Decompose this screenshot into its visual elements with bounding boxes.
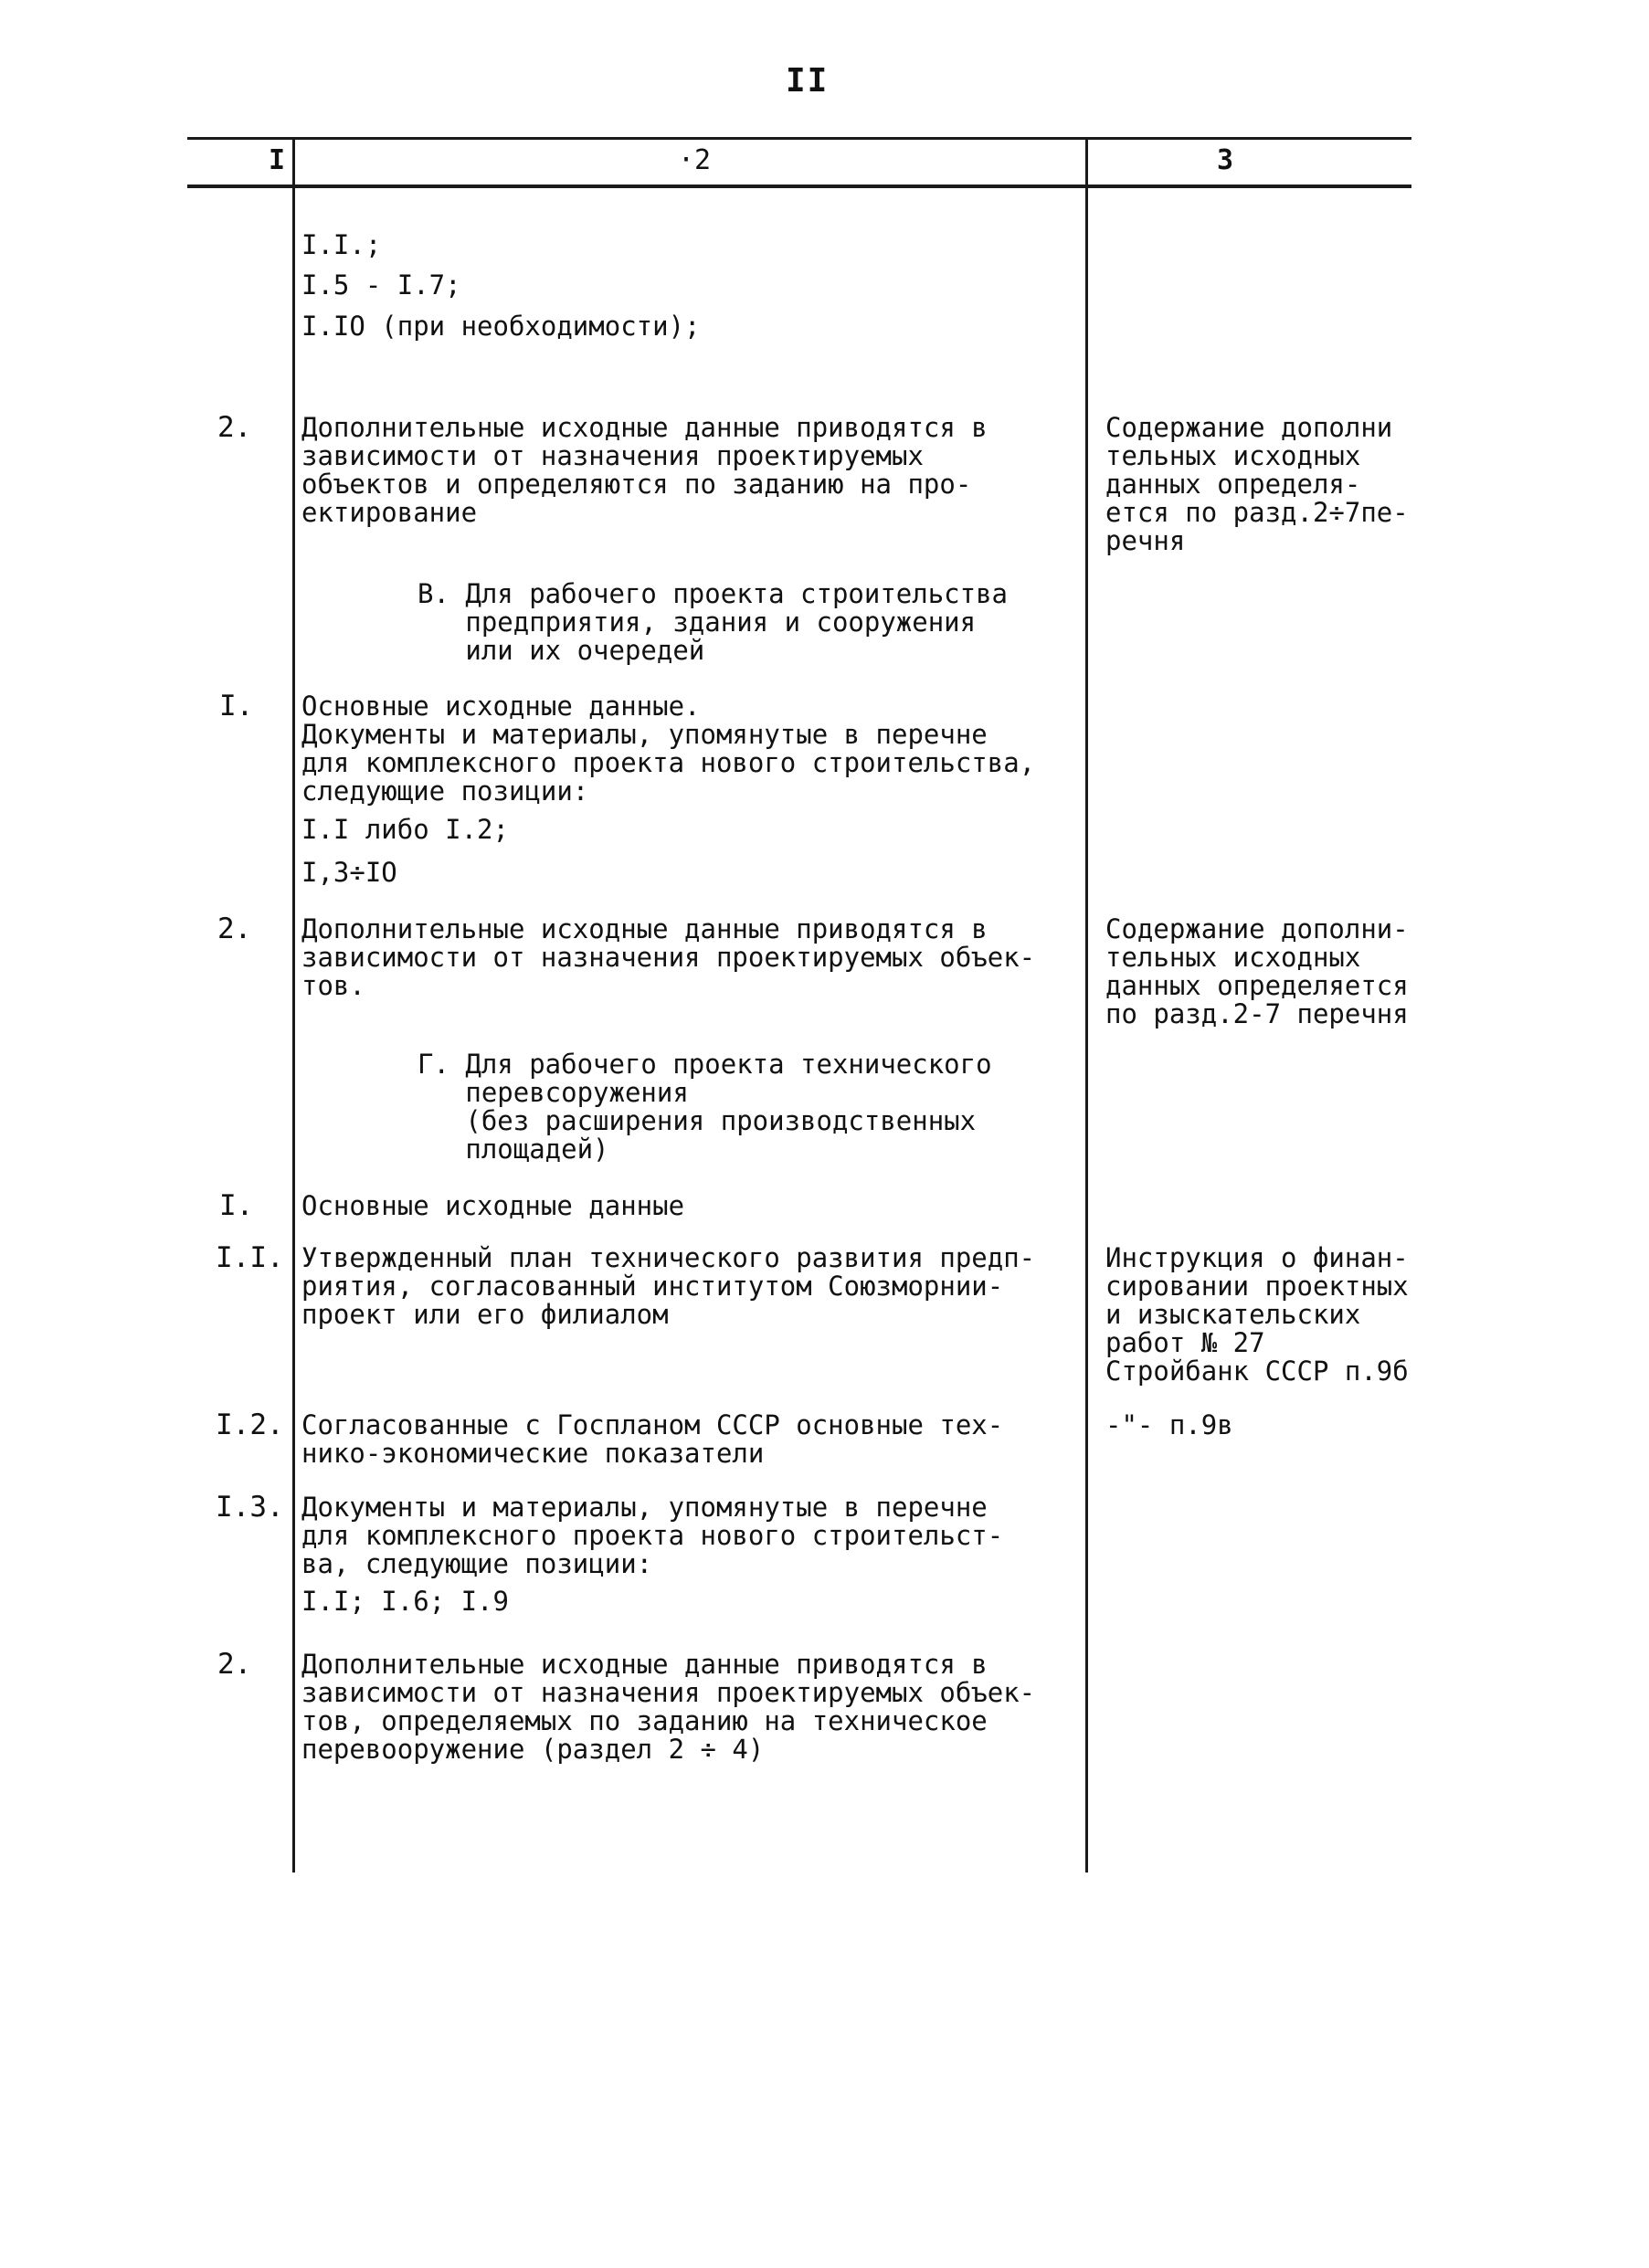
column-divider-1 (292, 137, 295, 1872)
table-header-rule (187, 185, 1411, 188)
header-col-3: 3 (1217, 144, 1234, 176)
row-text: Утвержденный план технического развития предп- риятия, согласованный институтом Союзморнии- проект или его филиалом (301, 1242, 1036, 1330)
row-text: Дополнительные исходные данные приводятся в зависимости от назначения проектируемых объектов и определяются по заданию на про- ектирование (301, 412, 988, 528)
row-text: Дополнительные исходные данные приводятся в зависимости от назначения проектируемых объек- тов. (301, 913, 1036, 1001)
row-number: I.3. (216, 1491, 284, 1524)
row-text: Основные исходные данные. Документы и материалы, упомянутые в перечне для комплексного проекта нового строительства, следующие позиции: (301, 691, 1036, 807)
continuation-item-3: I.IO (при необходимости); (301, 311, 701, 342)
row-text: Согласованные с Госпланом СССР основные тех- нико-экономические показатели (301, 1409, 1004, 1469)
row-text: Документы и материалы, упомянутые в перечне для комплексного проекта нового строительст- ва, следующие позиции: (301, 1492, 1004, 1579)
row-number: I.2. (216, 1408, 284, 1441)
header-col-2: ·2 (678, 144, 712, 176)
row-number: I. (219, 690, 254, 723)
row-number: 2. (217, 1648, 252, 1681)
row-number: I. (219, 1189, 254, 1222)
row-items: I.I; I.6; I.9 (301, 1586, 509, 1617)
row-note: -"- п.9в (1105, 1409, 1233, 1440)
section-heading-g: Г. Для рабочего проекта технического перевсоружения (без расширения производственных площадей) (418, 1049, 992, 1165)
row-note: Инструкция о финан- сировании проектных и изыскательских работ № 27 Стройбанк СССР п.9б (1105, 1242, 1409, 1387)
continuation-item-1: I.I.; (301, 229, 382, 260)
row-items: I,3÷IO (301, 857, 397, 888)
page-number: II (786, 62, 830, 100)
header-col-1: I (269, 144, 286, 176)
row-text: Основные исходные данные (301, 1190, 685, 1221)
table-top-rule (187, 137, 1411, 140)
continuation-item-2: I.5 - I.7; (301, 269, 461, 301)
row-note: Содержание дополни тельных исходных данных определя- ется по разд.2÷7пе- речня (1105, 412, 1409, 556)
row-note: Содержание дополни- тельных исходных данных определяется по разд.2-7 перечня (1105, 913, 1409, 1029)
row-number: 2. (217, 411, 252, 444)
row-items: I.I либо I.2; (301, 814, 509, 845)
section-heading-b: В. Для рабочего проекта строительства предприятия, здания и сооружения или их очередей (418, 578, 1009, 666)
column-divider-2 (1085, 137, 1088, 1872)
row-text: Дополнительные исходные данные приводятся в зависимости от назначения проектируемых объек- тов, определяемых по заданию на техническое перевооружение (раздел 2 ÷ 4) (301, 1649, 1036, 1765)
row-number: 2. (217, 912, 252, 945)
row-number: I.I. (216, 1241, 284, 1274)
